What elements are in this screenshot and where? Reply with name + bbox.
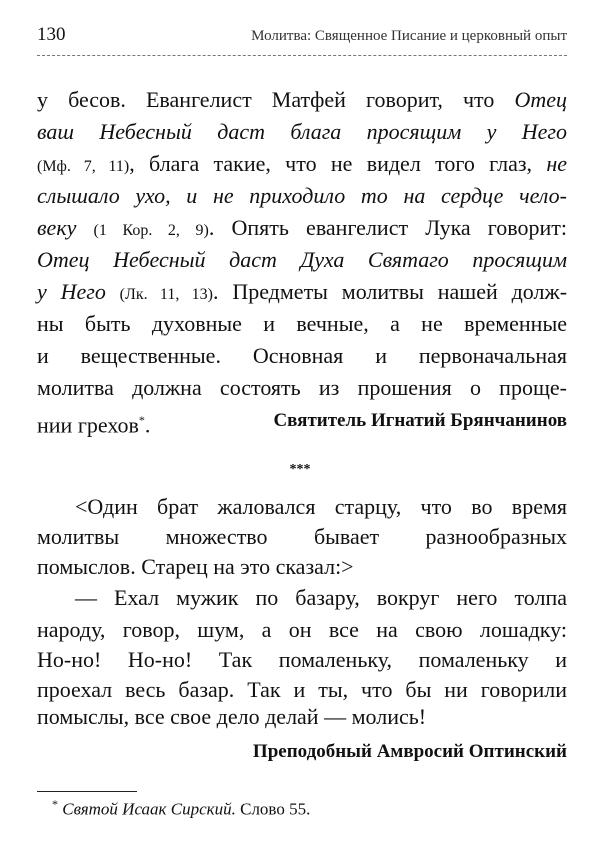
text-line	[37, 247, 567, 273]
text-line	[37, 617, 567, 643]
page-number: 130	[37, 24, 66, 45]
text-segment	[106, 279, 120, 304]
text-segment: .	[144, 412, 151, 438]
text-segment: у бесов. Евангелист Матфей говорит, что	[37, 87, 515, 112]
footnote	[52, 797, 310, 820]
footnote-source: Святой Исаак Сирский.	[62, 799, 236, 819]
text-line	[37, 87, 567, 113]
scripture-reference: (Лк. 11, 13)	[119, 286, 213, 303]
footnote-text: Слово 55.	[235, 799, 311, 819]
text-segment: у Него	[37, 279, 106, 304]
scripture-reference: (Мф. 7, 11)	[37, 158, 130, 175]
text-segment: . Предметы молитвы нашей долж-	[213, 279, 568, 304]
footnote-reference[interactable]: *	[138, 413, 145, 427]
text-line	[37, 704, 567, 730]
text-segment: <Один брат жаловался старцу, что во время	[75, 494, 567, 519]
text-line	[37, 311, 567, 337]
text-segment: веку	[37, 215, 77, 240]
text-segment: молитва должна состоять из прошения о проще-	[37, 375, 567, 400]
text-line	[37, 215, 567, 241]
text-segment: ваш Небесный даст блага просящим у Него	[37, 119, 567, 144]
text-line	[37, 151, 567, 177]
text-segment: Но-но! Но-но! Так помаленьку, помаленьку и	[37, 647, 567, 672]
text-line	[37, 375, 567, 401]
text-segment: — Ехал мужик по базару, вокруг него толпа	[75, 585, 567, 610]
text-line	[37, 677, 567, 703]
text-line	[37, 524, 567, 550]
text-segment: слышало ухо, и не приходило то на сердце чело-	[37, 183, 567, 208]
text-segment: , блага такие, что не видел того глаз,	[129, 151, 547, 176]
text-segment: нии грехов	[37, 412, 139, 438]
text-segment: и вещественные. Основная и первоначальная	[37, 343, 567, 368]
footnote-rule	[37, 791, 137, 792]
author-2: Преподобный Амвросий Оптинский	[252, 741, 567, 762]
text-segment: . Опять евангелист Лука говорит:	[208, 215, 568, 240]
text-line	[37, 279, 567, 305]
section-separator: ***	[289, 462, 311, 477]
text-segment: ны быть духовные и вечные, а не временные	[37, 311, 567, 336]
text-segment: Отец	[514, 87, 567, 112]
text-segment: помыслов. Старец на это сказал:>	[37, 554, 354, 579]
text-segment: молитвы множество бывает разнообразных	[37, 524, 567, 549]
text-line	[37, 183, 567, 209]
text-segment: проехал весь базар. Так и ты, что бы ни говорили	[37, 677, 567, 702]
text-segment: народу, говор, шум, а он все на свою лошадку:	[37, 617, 567, 642]
text-segment: помыслы, все свое дело делай — молись!	[37, 704, 427, 729]
text-line	[37, 119, 567, 145]
text-line	[37, 343, 567, 369]
text-line	[37, 494, 567, 520]
text-segment	[76, 215, 93, 240]
text-line	[37, 647, 567, 673]
header-rule	[37, 55, 567, 56]
text-segment: Отец Небесный даст Духа Святаго просящим	[37, 247, 567, 272]
running-title: Молитва: Священное Писание и церковный опыт	[251, 28, 567, 44]
scripture-reference: (1 Кор. 2, 9)	[93, 222, 209, 239]
author-1: Святитель Игнатий Брянчанинов	[273, 410, 567, 431]
text-segment: не	[546, 151, 568, 176]
footnote-mark: *	[52, 797, 58, 811]
text-line	[37, 585, 567, 611]
text-line	[37, 554, 567, 580]
